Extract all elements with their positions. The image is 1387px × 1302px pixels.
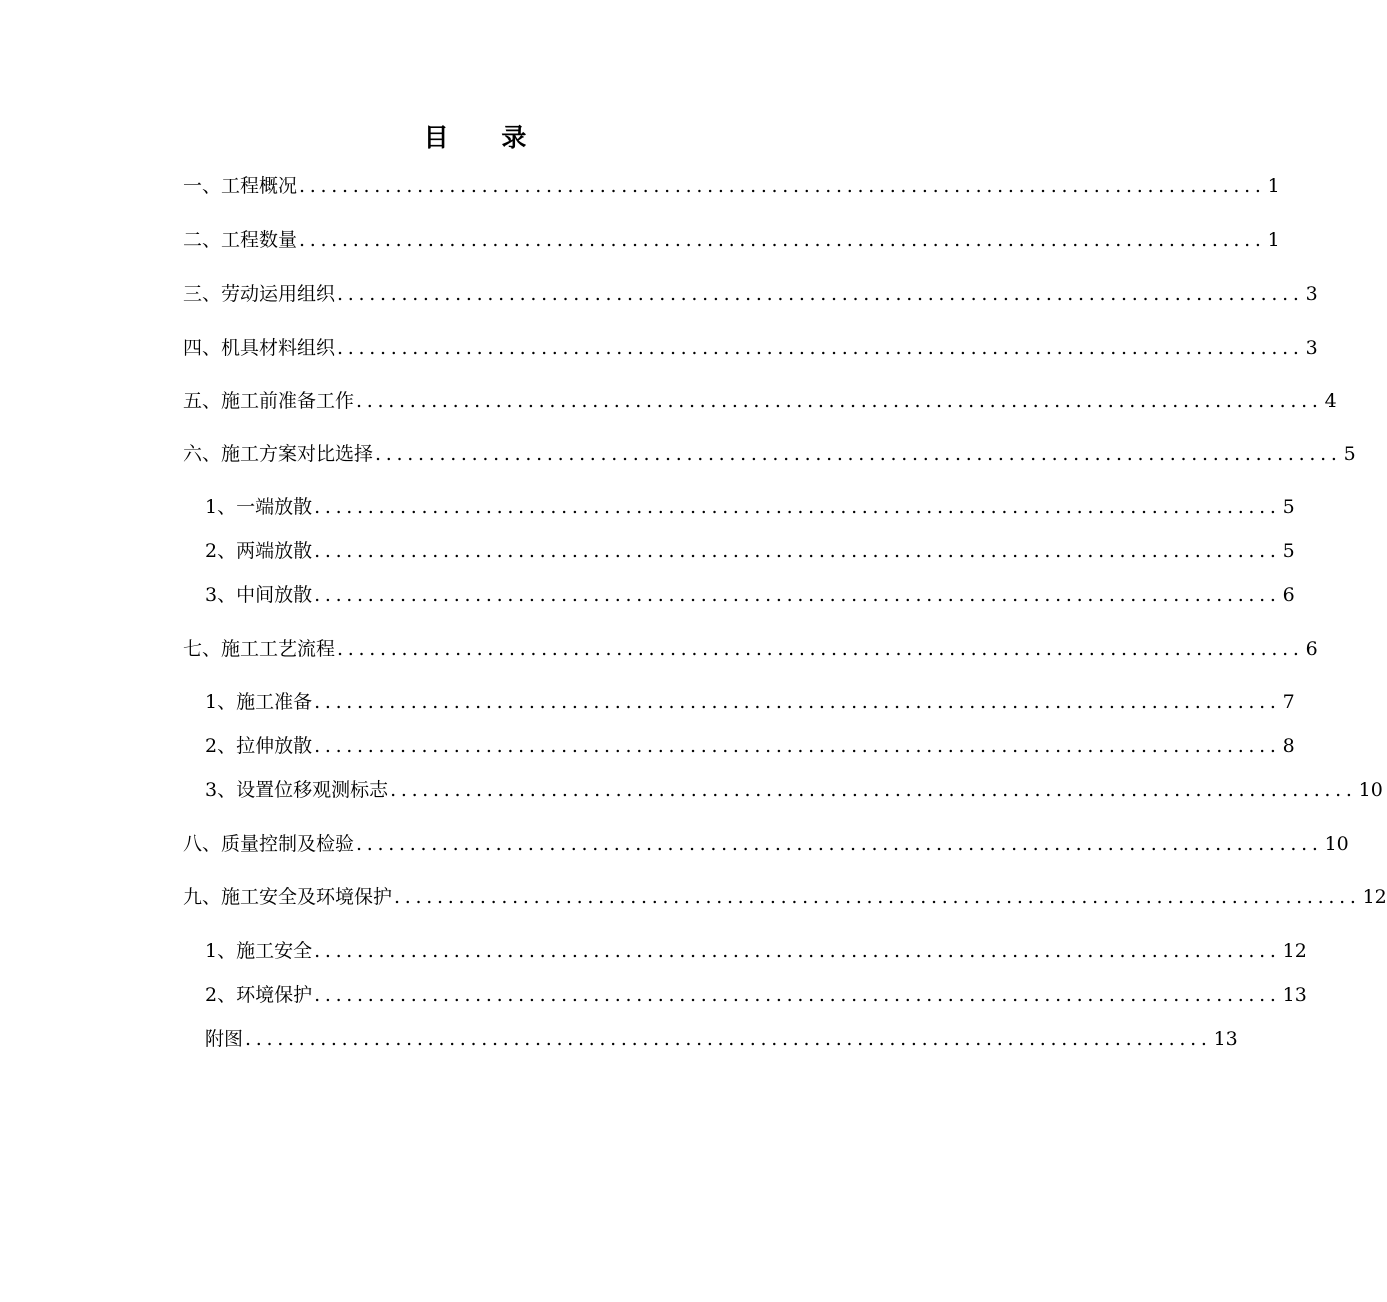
toc-entry-label: 2、两端放散 [205,540,313,562]
toc-entry[interactable] [183,385,1337,417]
toc-entry-label: 附图 [205,1028,244,1050]
toc-entry[interactable] [183,332,1318,364]
toc-dot-leader: .......................................................................................... [314,735,1281,757]
toc-page-number: 12 [1362,886,1387,908]
toc-entry[interactable] [205,774,1383,806]
toc-entry-label: 九、施工安全及环境保护 [183,886,393,908]
toc-entry[interactable] [183,633,1318,665]
toc-dot-leader: .......................................................................................... [314,540,1281,562]
toc-page-number: 7 [1282,691,1295,713]
toc-entry[interactable] [183,881,1387,913]
toc-entry-label: 3、设置位移观测标志 [205,779,389,801]
toc-dot-leader: .......................................................................................... [314,584,1281,606]
toc-dot-leader: .......................................................................................... [356,833,1323,855]
toc-dot-leader: .......................................................................................... [356,390,1323,412]
toc-entry[interactable] [205,491,1295,523]
page-title: 目 录 [423,123,549,152]
toc-dot-leader: .......................................................................................... [314,984,1281,1006]
toc-page-number: 4 [1324,390,1337,412]
toc-entry-label: 1、一端放散 [205,496,313,518]
toc-dot-leader: .......................................................................................... [337,337,1304,359]
toc-dot-leader: .......................................................................................... [337,638,1304,660]
toc-page-number: 13 [1282,984,1307,1006]
toc-entry[interactable] [183,828,1349,860]
toc-entry[interactable] [205,535,1295,567]
toc-page-number: 3 [1305,283,1318,305]
toc-entry-label: 一、工程概况 [183,175,298,197]
toc-entry-label: 七、施工工艺流程 [183,638,336,660]
toc-page-number: 6 [1305,638,1318,660]
toc-dot-leader: .......................................................................................... [299,175,1266,197]
toc-page-number: 10 [1324,833,1349,855]
toc-entry[interactable] [183,438,1356,470]
toc-dot-leader: .......................................................................................... [314,496,1281,518]
toc-page-number: 5 [1282,496,1295,518]
toc-entry[interactable] [205,730,1295,762]
toc-entry-label: 1、施工准备 [205,691,313,713]
toc-entry[interactable] [205,1023,1238,1055]
toc-entry-label: 3、中间放散 [205,584,313,606]
toc-page-number: 5 [1282,540,1295,562]
toc-entry[interactable] [205,579,1295,611]
toc-page-number: 12 [1282,940,1307,962]
toc-entry-label: 二、工程数量 [183,229,298,251]
toc-page-number: 8 [1282,735,1295,757]
toc-dot-leader: .......................................................................................... [245,1028,1212,1050]
toc-dot-leader: .......................................................................................... [314,691,1281,713]
toc-dot-leader: .......................................................................................... [375,443,1342,465]
toc-dot-leader: .......................................................................................... [394,886,1361,908]
toc-dot-leader: .......................................................................................... [314,940,1281,962]
toc-page-number: 5 [1343,443,1356,465]
toc-entry-label: 五、施工前准备工作 [183,390,355,412]
toc-entry-label: 四、机具材料组织 [183,337,336,359]
toc-page-number: 1 [1267,229,1280,251]
toc-entry-label: 三、劳动运用组织 [183,283,336,305]
toc-entry[interactable] [183,170,1280,202]
toc-entry[interactable] [183,224,1280,256]
toc-page-number: 13 [1213,1028,1238,1050]
toc-entry-label: 2、拉伸放散 [205,735,313,757]
toc-entry[interactable] [205,686,1295,718]
toc-entry-label: 八、质量控制及检验 [183,833,355,855]
toc-entry-label: 1、施工安全 [205,940,313,962]
toc-entry[interactable] [205,979,1307,1011]
toc-page-number: 3 [1305,337,1318,359]
toc-page-number: 10 [1358,779,1383,801]
toc-dot-leader: .......................................................................................... [299,229,1266,251]
toc-entry[interactable] [183,278,1318,310]
toc-entry-label: 六、施工方案对比选择 [183,443,374,465]
toc-page-number: 6 [1282,584,1295,606]
toc-entry[interactable] [205,935,1307,967]
toc-page-number: 1 [1267,175,1280,197]
toc-dot-leader: .......................................................................................... [390,779,1357,801]
toc-dot-leader: .......................................................................................... [337,283,1304,305]
toc-entry-label: 2、环境保护 [205,984,313,1006]
